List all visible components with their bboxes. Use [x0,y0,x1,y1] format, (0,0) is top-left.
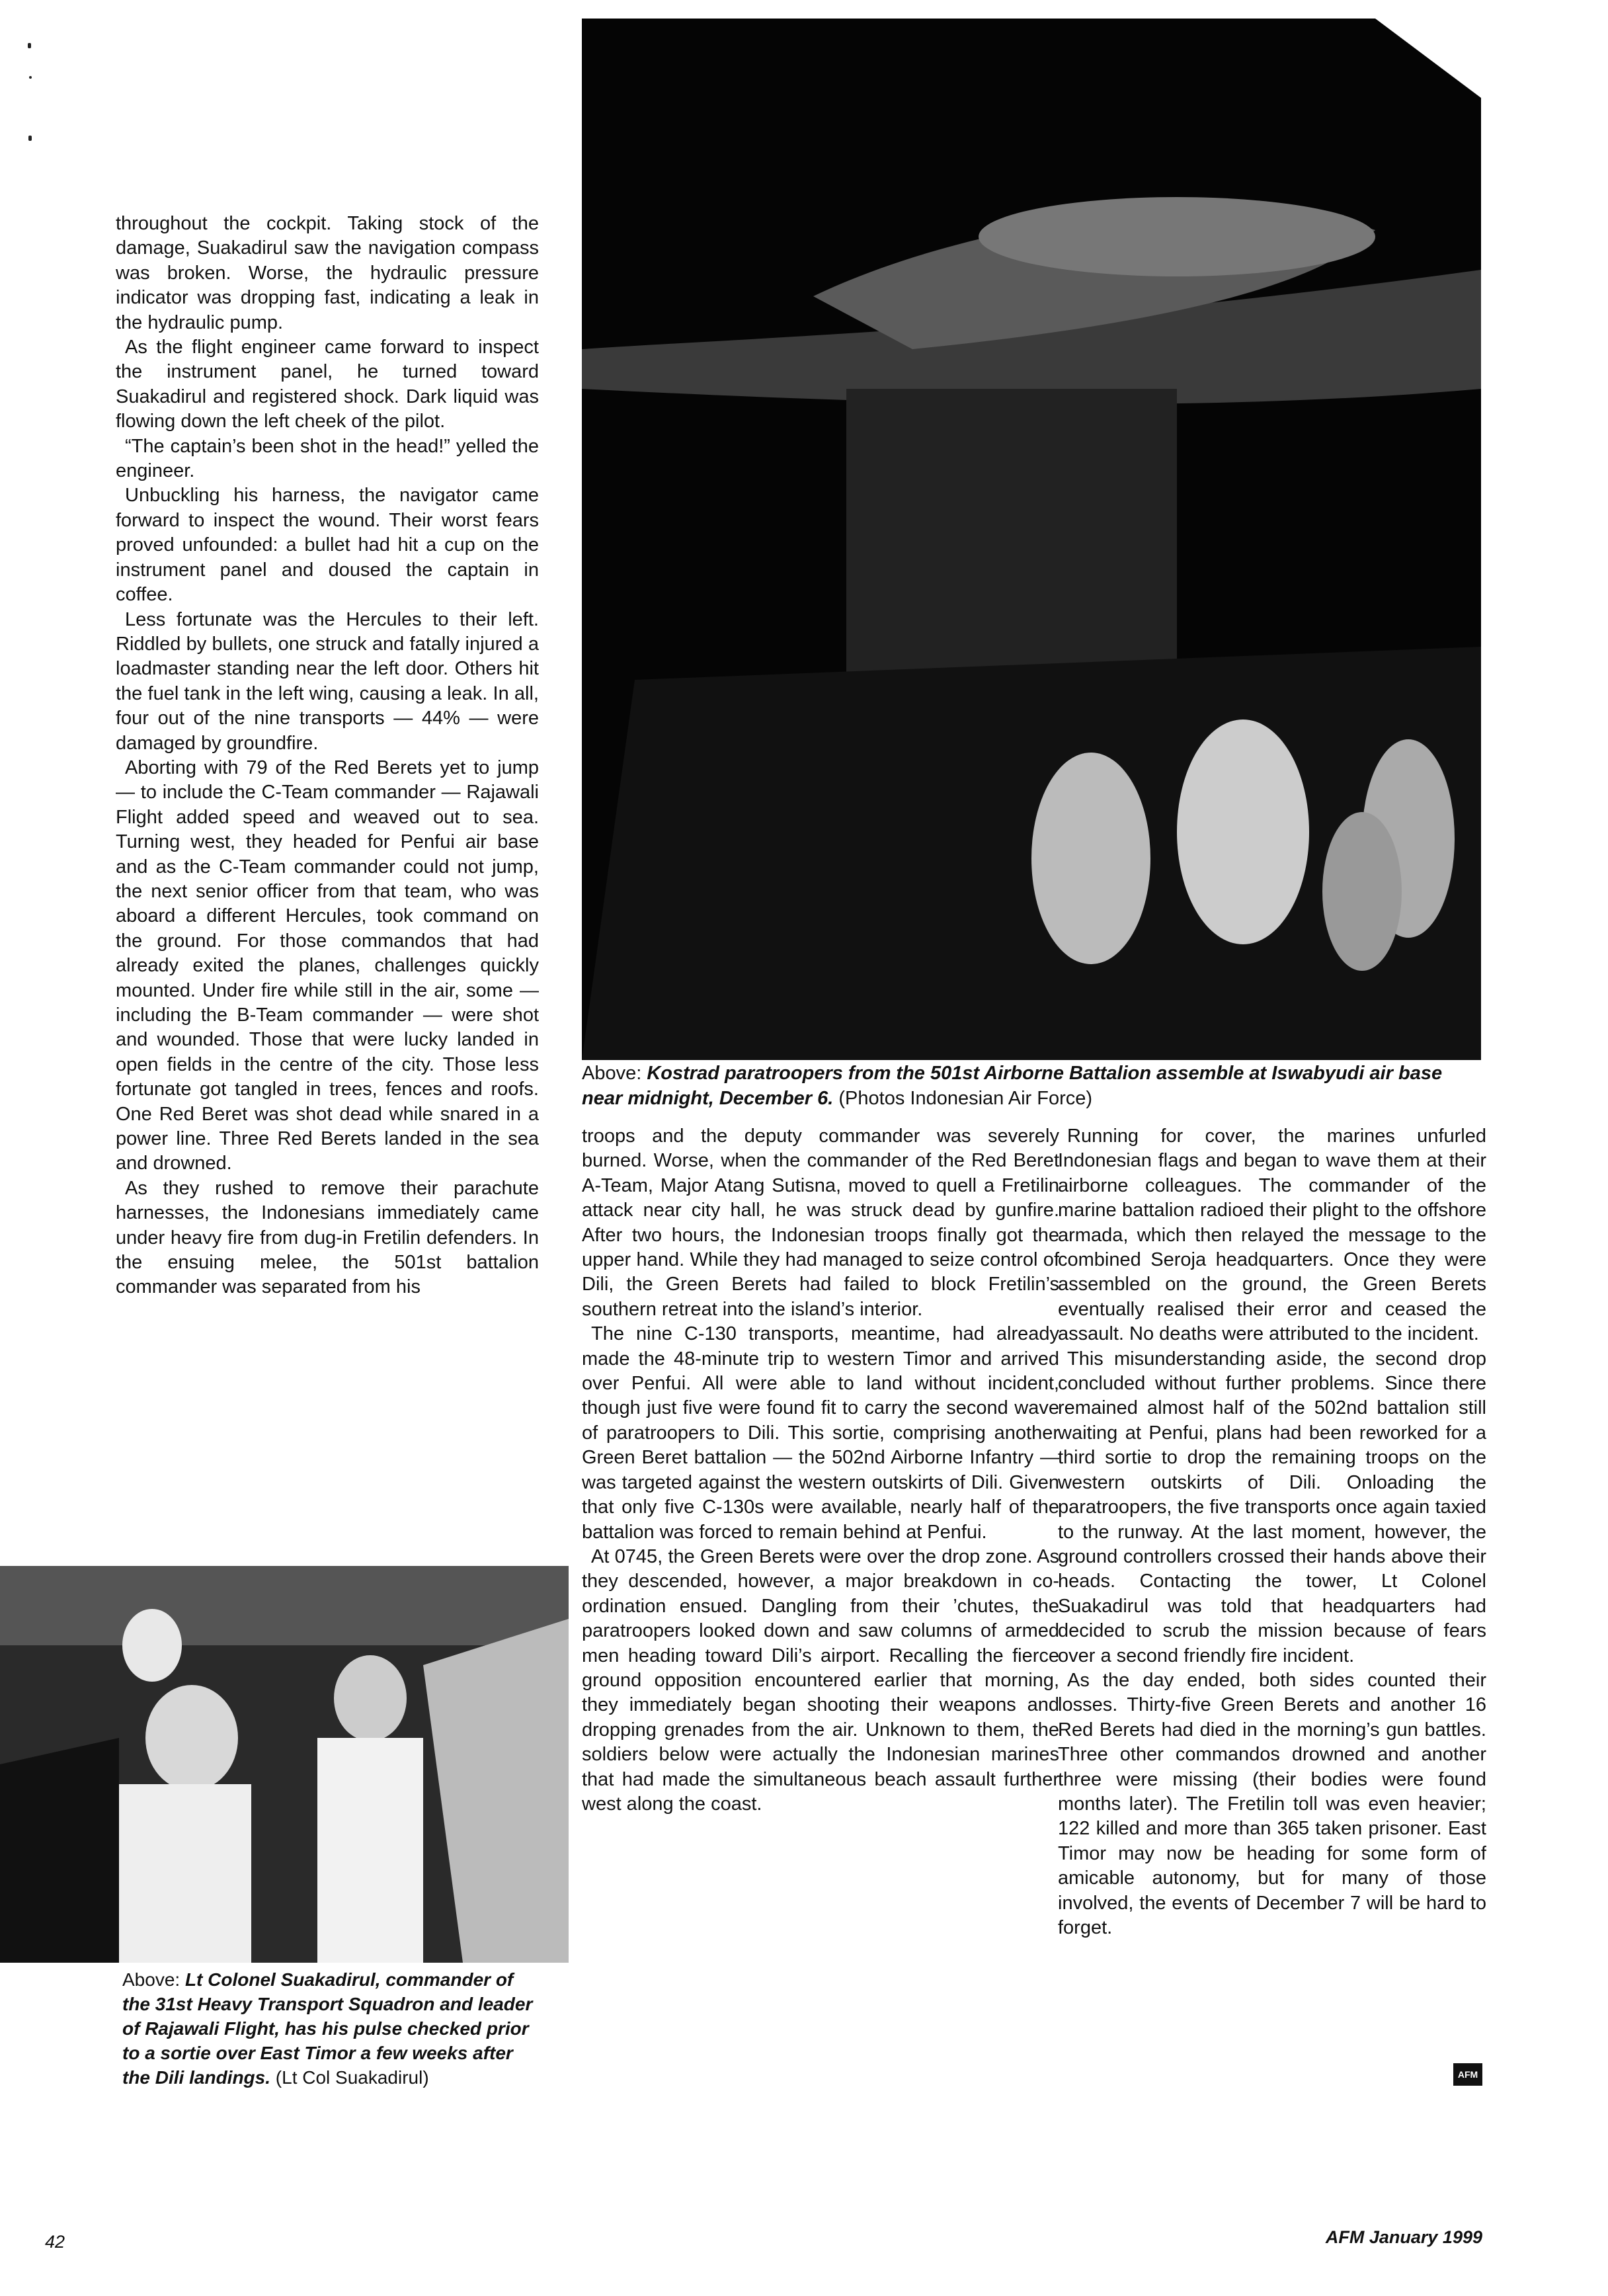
paragraph: As the day ended, both sides counted their losses. Thirty-five Green Berets and another 16 Red Berets had died in the morning’s gun battles. Three other commandos drowned and another three were missing (their bodies were found months later). The Fretilin toll was even heavier; 122 killed and more than 365 taken prisoner. East Timor may now be heading for some form of amicable autonomy, but for many of those involved, the events of December 7 will be hard to forget. [1058,1669,1486,1938]
paragraph: Aborting with 79 of the Red Berets yet to jump — to include the C-Team commander — Rajawali Flight added speed and weaved out to sea. Turning west, they headed for Penfui air base and as the C-Team commander could not jump, the next senior officer from that team, who was aboard a different Hercules, took command on the ground. For those commandos that had already exited the planes, challenges quickly mounted. Under fire while still in the air, some — including the B-Team commander — were shot and wounded. Those that were lucky landed in open fields in the centre of the city. Those less fortunate got tangled in trees, fences and roofs. One Red Beret was shot dead while snared in a power line. Three Red Berets landed in the sea and drowned. [116,757,539,1174]
caption-credit: (Photos Indonesian Air Force) [833,1088,1093,1109]
paragraph: Less fortunate was the Hercules to their left. Riddled by bullets, one struck and fatally injured a loadmaster standing near the left door. Others hit the fuel tank in the left wing, causing a leak. In all, four out of the nine transports — 44% — were damaged by groundfire. [116,608,539,754]
paragraph: Unbuckling his harness, the navigator came forward to inspect the wound. Their worst fears proved unfounded: a bullet had hit a cup on the instrument panel and doused the captain in coffee. [116,485,539,606]
scan-specks [26,36,40,169]
magazine-info: AFM January 1999 [1325,2227,1482,2247]
left-column [116,212,539,1300]
paratroopers-photo [582,19,1481,1060]
caption-text: Kostrad paratroopers from the 501st Airborne Battalion assemble at Iswabyudi air base near midnight, December 6. [582,1063,1443,1109]
pilot-photo [0,1566,569,1963]
caption-prefix: Above: [582,1063,647,1084]
paragraph: At 0745, the Green Berets were over the drop zone. As they descended, however, a major breakdown in co-ordination ensued. Dangling from their ’chutes, the paratroopers looked down and saw columns of armed men heading toward Dili’s airport. Recalling the fierce ground opposition encountered earlier that morning, they immediately began shooting their weapons and dropping grenades from the air. Unknown to them, the soldiers below were actually the Indonesian marines that had made the simultaneous beach assault further west along the coast. [582,1545,1059,1815]
paragraph: “The captain’s been shot in the head!” yelled the engineer. [116,435,539,482]
caption-text: Lt Colonel Suakadirul, commander of the 31st Heavy Transport Squadron and leader of Rajawali Flight, has his pulse checked prior to a sortie over East Timor a few weeks after the Dili landings. [122,1969,533,2088]
paragraph: The nine C-130 transports, meantime, had already made the 48-minute trip to western Timor and arrived over Penfui. All were able to land without incident, though just five were found fit to carry the second wave of paratroopers to Dili. This sortie, comprising another Green Beret battalion — the 502nd Airborne Infantry — was targeted against the western outskirts of Dili. Given that only five C-130s were available, nearly half of the battalion was forced to remain behind at Penfui. [582,1323,1059,1543]
paragraph: Running for cover, the marines unfurled Indonesian flags and began to wave them at their airborne colleagues. The commander of the marine battalion radioed their plight to the offshore armada, which then relayed the message to the combined Seroja headquarters. Once they were assembled on the ground, the Green Berets eventually realised their error and ceased the assault. No deaths were attributed to the incident. [1058,1126,1486,1345]
main-photo-caption [582,1061,1481,1111]
paragraph: As they rushed to remove their parachute harnesses, the Indonesians immediately came under heavy fire from dug-in Fretilin defenders. In the ensuing melee, the 501st battalion commander was separated from his [116,1177,539,1298]
pilot-photo-caption [122,1967,545,2090]
afm-logo-icon: AFM [1453,2063,1482,2086]
paragraph: throughout the cockpit. Taking stock of the damage, Suakadirul saw the navigation compass was broken. Worse, the hydraulic pressure indicator was dropping fast, indicating a leak in the hydraulic pump. [116,213,539,333]
caption-credit: (Lt Col Suakadirul) [270,2067,429,2088]
paragraph: As the flight engineer came forward to inspect the instrument panel, he turned toward Suakadirul and registered shock. Dark liquid was flowing down the left cheek of the pilot. [116,337,539,432]
paragraph: This misunderstanding aside, the second drop concluded without further problems. Since there remained almost half of the 502nd battalion still waiting at Penfui, plans had been reworked for a third sortie to drop the remaining troops on the western outskirts of Dili. Onloading the paratroopers, the five transports once again taxied to the runway. At the last moment, however, the ground controllers crossed their hands above their heads. Contacting the tower, Lt Colonel Suakadirul was told that headquarters had decided to scrub the mission because of fears over a second friendly fire incident. [1058,1348,1486,1666]
caption-prefix: Above: [122,1969,185,1990]
paragraph: troops and the deputy commander was severely burned. Worse, when the commander of the Red Beret A-Team, Major Atang Sutisna, moved to quell a Fretilin attack near city hall, he was struck dead by gunfire. After two hours, the Indonesian troops finally got the upper hand. While they had managed to seize control of Dili, the Green Berets had failed to block Fretilin’s southern retreat into the island’s interior. [582,1126,1059,1320]
page-number: 42 [45,2232,65,2252]
right-column [1058,1124,1486,1940]
middle-column [582,1124,1059,1817]
